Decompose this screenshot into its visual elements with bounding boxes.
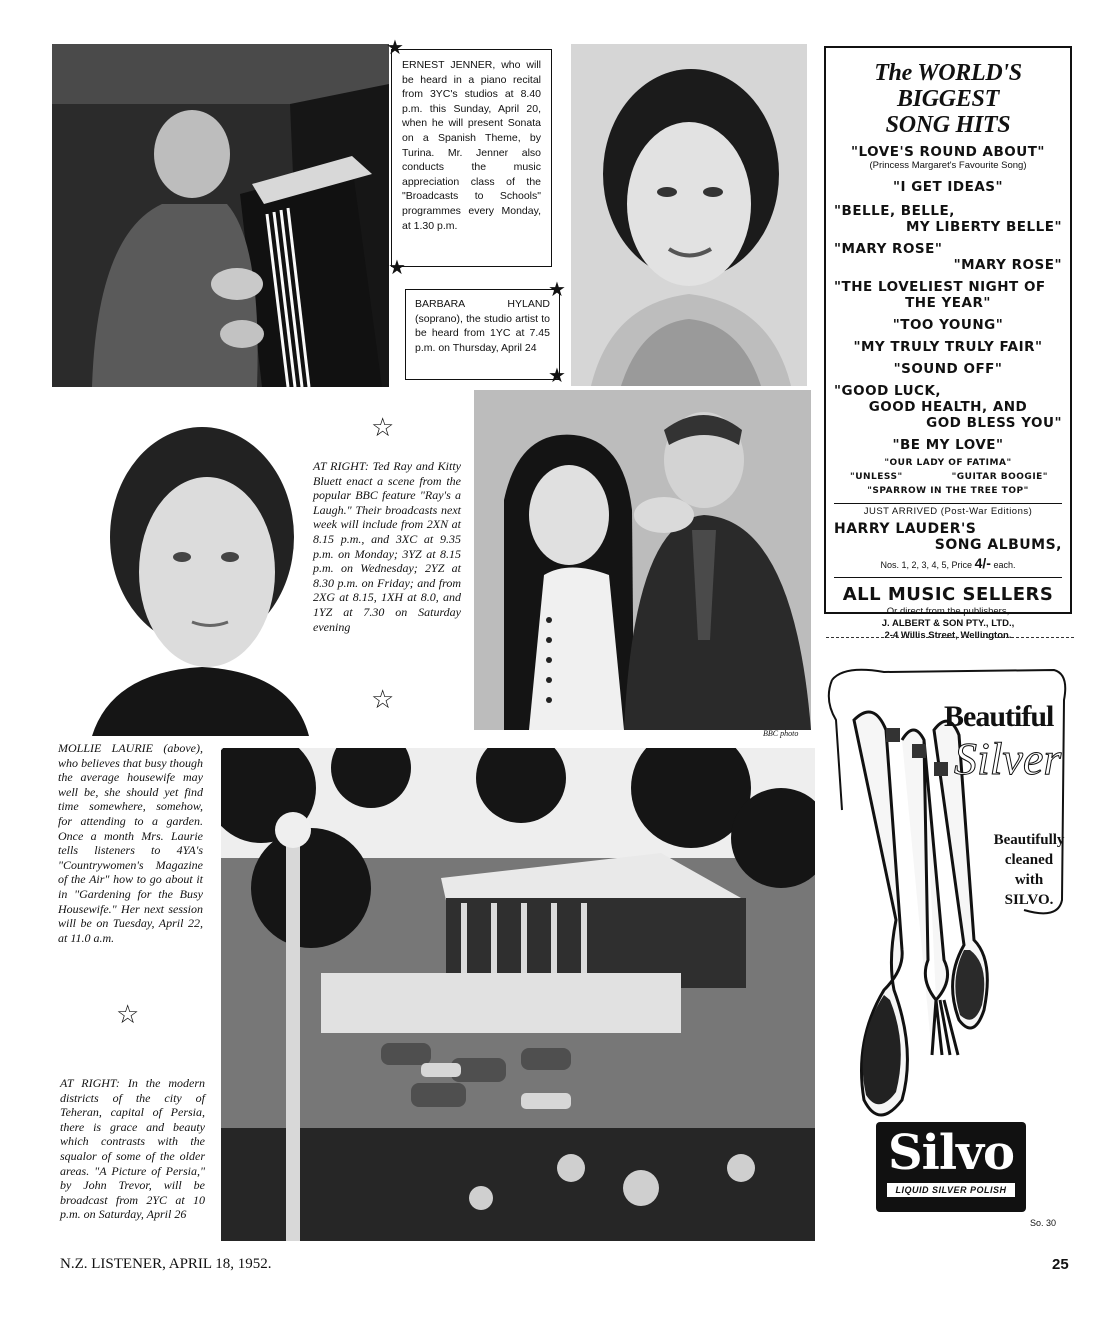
song-item: "MARY ROSE" bbox=[834, 241, 943, 257]
copy-beautifully: Beautifully bbox=[993, 832, 1065, 848]
publisher-name: J. ALBERT & SON PTY., LTD., bbox=[881, 618, 1015, 629]
song-item: THE YEAR" bbox=[905, 295, 991, 311]
photo-ernest-jenner bbox=[52, 44, 389, 387]
song-item: "GOOD LUCK, bbox=[834, 383, 942, 399]
outline-star-icon: ☆ bbox=[116, 999, 140, 1029]
song-item: "I GET IDEAS" bbox=[892, 179, 1004, 195]
song-item: "SOUND OFF" bbox=[893, 361, 1003, 377]
direct-from-publishers: Or direct from the publishers, bbox=[886, 606, 1010, 617]
star-icon: ★ bbox=[388, 257, 406, 279]
star-icon: ★ bbox=[386, 37, 404, 59]
song-item: "UNLESS" bbox=[850, 472, 903, 482]
footer-publication: N.Z. LISTENER, APRIL 18, 1952. bbox=[60, 1256, 272, 1272]
caption-barbara-hyland: BARBARA HYLAND (soprano), the studio artist to be heard from 1YC at 7.45 p.m. on Thursday, April 24 bbox=[405, 289, 560, 380]
photo-mollie-laurie bbox=[52, 397, 309, 736]
divider bbox=[834, 577, 1062, 578]
lauder-title: HARRY LAUDER'S bbox=[834, 521, 977, 537]
song-ad-title: The WORLD'S BIGGEST SONG HITS bbox=[874, 60, 1022, 138]
copy-silvo: SILVO. bbox=[1004, 892, 1054, 908]
caption-mollie-laurie: MOLLIE LAURIE (above), who believes that busy though the average housewife may well be, she should yet find time somewhere, somehow, for attending to a garden. Once a month Mrs. Laurie tells listeners to 4YA's "Countrywomen's Magazine of the Air" how to go about it in "Gardening for the Busy Housewife." Her next session will be on Tuesday, April 22, at 11.0 a.m. bbox=[58, 741, 203, 945]
all-music-sellers: ALL MUSIC SELLERS bbox=[842, 584, 1054, 605]
song-item: "TOO YOUNG" bbox=[892, 317, 1004, 333]
song-item: "BELLE, BELLE, bbox=[834, 203, 955, 219]
copy-cleaned: cleaned bbox=[1004, 852, 1054, 868]
song-item: GOD BLESS YOU" bbox=[926, 415, 1062, 431]
song-item: MY LIBERTY BELLE" bbox=[906, 219, 1062, 235]
bbc-photo-credit: BBC photo bbox=[763, 729, 799, 738]
headline-silver: Silver bbox=[954, 733, 1062, 784]
publisher-address: 2-4 Willis Street, Wellington. bbox=[884, 630, 1012, 641]
silvo-logo-subtitle: LIQUID SILVER POLISH bbox=[887, 1183, 1014, 1197]
song-item: "GUITAR BOOGIE" bbox=[951, 472, 1048, 482]
caption-persia: AT RIGHT: In the modern districts of the city of Teheran, capital of Persia, there is grace and beauty which contrasts with the squalor of some of the older areas. "A Picture of Persia," by John Trevor, will be broadcast from 2YC at 10 p.m. on Saturday, April 26 bbox=[60, 1076, 205, 1222]
song-item: "LOVE'S ROUND ABOUT" bbox=[851, 144, 1045, 160]
outline-star-icon: ☆ bbox=[371, 684, 395, 714]
song-item: "MARY ROSE" bbox=[953, 257, 1062, 273]
copy-with: with bbox=[1014, 872, 1044, 888]
song-item: "BE MY LOVE" bbox=[892, 437, 1004, 453]
caption-ernest-jenner: ERNEST JENNER, who will be heard in a piano recital from 3YC's studios at 8.40 p.m. this Sunday, April 20, when he will present Sonata on a Spanish Theme, by Turina. Mr. Jenner also conducts the music appreciation class of the "Broadcasts to Schools" programmes every Monday, at 1.30 p.m. bbox=[391, 49, 552, 267]
song-item: "OUR LADY OF FATIMA" bbox=[884, 458, 1012, 468]
star-icon: ★ bbox=[548, 365, 566, 387]
lauder-each: each. bbox=[993, 560, 1016, 570]
song-item: GOOD HEALTH, AND bbox=[868, 399, 1028, 415]
column-divider bbox=[826, 637, 1074, 638]
outline-star-icon: ☆ bbox=[371, 412, 395, 442]
just-arrived: JUST ARRIVED (Post-War Editions) bbox=[863, 506, 1033, 517]
silvo-ad bbox=[824, 660, 1074, 1230]
lauder-numbers: Nos. 1, 2, 3, 4, 5, Price bbox=[880, 560, 973, 570]
song-item: "SPARROW IN THE TREE TOP" bbox=[867, 486, 1029, 496]
lauder-albums: SONG ALBUMS, bbox=[934, 537, 1062, 553]
headline-beautiful: Beautiful bbox=[944, 700, 1054, 733]
star-icon: ★ bbox=[548, 279, 566, 301]
lauder-price: 4/- bbox=[974, 555, 991, 571]
song-note: (Princess Margaret's Favourite Song) bbox=[869, 160, 1027, 171]
silvo-logo-text: Silvo bbox=[887, 1125, 1015, 1181]
ad-code: So. 30 bbox=[1030, 1218, 1057, 1228]
song-hits-ad bbox=[824, 46, 1072, 641]
song-item: "THE LOVELIEST NIGHT OF bbox=[834, 279, 1046, 295]
silvo-logo bbox=[876, 1122, 1026, 1212]
divider bbox=[834, 503, 1062, 504]
photo-barbara-hyland bbox=[571, 44, 807, 386]
photo-ted-ray-kitty-bluett bbox=[474, 390, 811, 730]
song-item: "MY TRULY TRULY FAIR" bbox=[853, 339, 1043, 355]
caption-ted-ray: AT RIGHT: Ted Ray and Kitty Bluett enact a scene from the popular BBC feature "Ray's a Laugh." Their broadcasts next week will include from 2XN at 8.15 p.m., and 3XC at 9.35 p.m. on Monday; 3YZ at 8.15 p.m. on Wednesday; 2YZ at 8.30 p.m. on Friday; and from 2XG at 8.15, 1XH at 8.0, and 1YZ at 7.30 on Saturday evening bbox=[313, 459, 461, 634]
page-number: 25 bbox=[1052, 1256, 1069, 1273]
photo-teheran bbox=[221, 748, 815, 1241]
